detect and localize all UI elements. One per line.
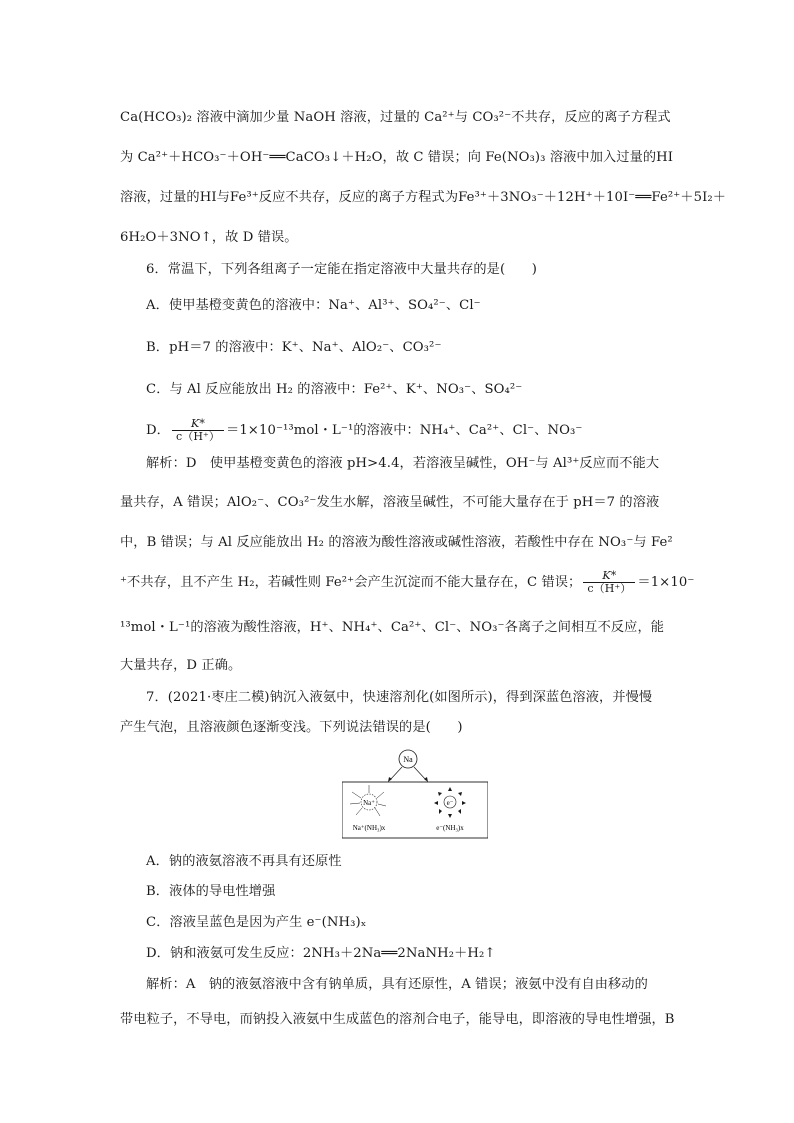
explanation-text: ＝1×10⁻ xyxy=(637,575,695,590)
explanation-line: 中，B 错误；与 Al 反应能放出 H₂ 的溶液为酸性溶液或碱性溶液，若酸性中存在 NO₃⁻与 Fe² xyxy=(120,535,673,550)
left-caption: Na⁺(NH₃)x xyxy=(352,824,386,832)
text-line: Ca(HCO₃)₂ 溶液中滴加少量 NaOH 溶液，过量的 Ca²⁺与 CO₃²⁻不共存，反应的离子方程式 xyxy=(120,110,671,125)
left-center-label: Na⁺ xyxy=(363,799,375,807)
fraction-denominator: c（H⁺） xyxy=(587,582,632,595)
text-line: 为 Ca²⁺＋HCO₃⁻＋OH⁻══CaCO₃↓＋H₂O，故 C 错误；向 Fe(NO₃)₃ 溶液中加入过量的HI xyxy=(120,150,674,165)
right-center-label: e⁻ xyxy=(446,799,454,807)
question-6-option-d xyxy=(146,418,706,443)
question-7-option-a: A．钠的液氨溶液不再具有还原性 xyxy=(146,854,342,869)
option-d-body: ＝1×10⁻¹³mol・L⁻¹的溶液中：NH₄⁺、Ca²⁺、Cl⁻、NO₃⁻ xyxy=(226,423,583,438)
figure-top-label: Na xyxy=(403,755,413,764)
question-6-option-b: B．pH＝7 的溶液中：K⁺、Na⁺、AlO₂⁻、CO₃²⁻ xyxy=(146,340,442,355)
option-d-prefix: D． xyxy=(146,423,170,438)
question-7-stem-cont: 产生气泡，且溶液颜色逐渐变浅。下列说法错误的是( ) xyxy=(120,720,463,735)
solvation-diagram xyxy=(342,746,488,846)
kw-fraction xyxy=(583,570,635,595)
right-caption: e⁻(NH₃)x xyxy=(436,824,464,832)
question-7-option-b: B．液体的导电性增强 xyxy=(146,884,276,899)
explanation-line xyxy=(120,569,695,595)
kw-fraction xyxy=(172,418,224,443)
text-line: 6H₂O＋3NO↑，故 D 错误。 xyxy=(120,230,298,245)
question-6-stem: 6．常温下，下列各组离子一定能在指定溶液中大量共存的是( ) xyxy=(146,262,538,277)
explanation-line: 量共存，A 错误；AlO₂⁻、CO₃²⁻发生水解，溶液呈碱性，不可能大量存在于 pH＝7 的溶液 xyxy=(120,495,660,510)
question-7-stem: 7．(2021·枣庄二模)钠沉入液氨中，快速溶剂化(如图所示)，得到深蓝色溶液，并慢慢 xyxy=(146,690,653,705)
right-arrow-icon xyxy=(414,767,426,780)
left-arrow-icon xyxy=(390,767,402,780)
question-7-option-c: C．溶液呈蓝色是因为产生 e⁻(NH₃)ₓ xyxy=(146,915,367,930)
question-6-option-a: A．使甲基橙变黄色的溶液中：Na⁺、Al³⁺、SO₄²⁻、Cl⁻ xyxy=(146,298,481,313)
answer-explanation-line: 解析：A 钠的液氨溶液中含有钠单质，具有还原性，A 错误；液氨中没有自由移动的 xyxy=(146,977,648,992)
explanation-text: ⁺不共存，且不产生 H₂，若碱性则 Fe²⁺会产生沉淀而不能大量存在，C 错误； xyxy=(120,575,582,590)
fraction-denominator: c（H⁺） xyxy=(175,430,221,443)
left-arrowhead-icon xyxy=(388,777,392,782)
question-7-option-d: D．钠和液氨可发生反应：2NH₃＋2Na══2NaNH₂＋H₂↑ xyxy=(146,946,496,961)
question-6-option-c: C．与 Al 反应能放出 H₂ 的溶液中：Fe²⁺、K⁺、NO₃⁻、SO₄²⁻ xyxy=(146,382,523,397)
fraction-numerator: K* xyxy=(172,418,224,431)
text-line: 溶液，过量的HI与Fe³⁺反应不共存，反应的离子方程式为Fe³⁺＋3NO₃⁻＋12H⁺＋10I⁻══Fe²⁺＋5I₂＋ xyxy=(120,190,727,205)
right-arrowhead-icon xyxy=(424,777,428,782)
fraction-numerator: K* xyxy=(583,570,635,583)
explanation-line: ¹³mol・L⁻¹的溶液为酸性溶液，H⁺、NH₄⁺、Ca²⁺、Cl⁻、NO₃⁻各离子之间相互不反应，能 xyxy=(120,620,665,635)
explanation-line: 解析：D 使甲基橙变黄色的溶液 pH>4.4，若溶液呈碱性，OH⁻与 Al³⁺反应而不能大 xyxy=(146,456,660,471)
explanation-line: 大量共存，D 正确。 xyxy=(120,658,242,673)
answer-explanation-line: 带电粒子，不导电，而钠投入液氨中生成蓝色的溶剂合电子，能导电，即溶液的导电性增强，B xyxy=(120,1012,675,1027)
